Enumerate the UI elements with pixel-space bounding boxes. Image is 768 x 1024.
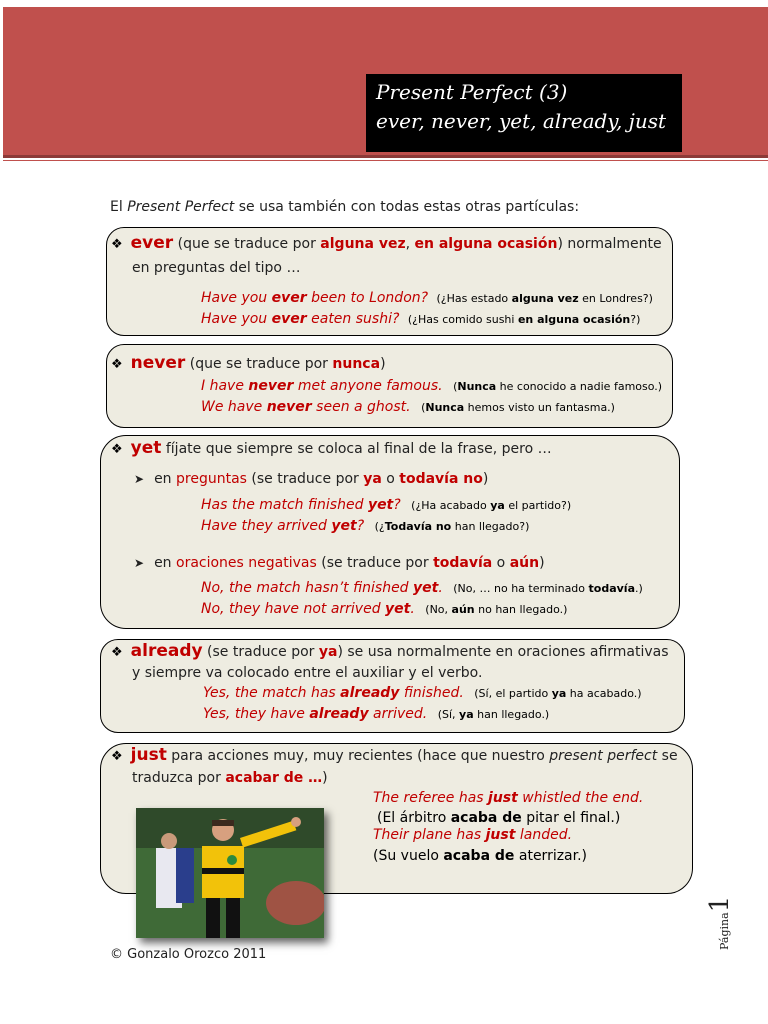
yet-n-example-1 (201, 580, 643, 596)
yet-qex1-b: yet (367, 497, 394, 513)
never-ex2-c: seen a ghost. (311, 399, 411, 415)
just-tr1-c: pitar el final.) (521, 810, 621, 826)
page-num: 1 (705, 895, 735, 913)
header-rule-thin (3, 160, 768, 161)
yet-n-t1: todavía (433, 555, 493, 571)
already-trans: ya (318, 644, 338, 660)
arrow-bullet-icon: ➤ (134, 472, 145, 486)
just-ex1-c: whistled the end. (517, 790, 644, 806)
ever-tr2-a: (¿Has comido sushi (407, 313, 518, 326)
yet-questions-line (134, 471, 488, 487)
yet-nex1-b: yet (413, 580, 439, 596)
header-rule (3, 155, 768, 158)
ever-comma: , (405, 236, 415, 252)
just-ex1-b: just (488, 790, 518, 806)
never-ex1-c: met anyone famous. (293, 378, 443, 394)
already-ex1-a: Yes, the match has (203, 685, 341, 701)
ever-trans-1: alguna vez (320, 236, 406, 252)
yet-ntr1-b: todavía (588, 582, 635, 595)
already-ex1-c: finished. (399, 685, 464, 701)
never-example-2 (201, 399, 615, 415)
ever-tr1-c: en Londres?) (578, 292, 653, 305)
never-ex1-a: I have (201, 378, 249, 394)
yet-n-pre: en (154, 555, 176, 571)
yet-q-example-1 (201, 497, 571, 513)
yet-qtr1-b: ya (490, 499, 505, 512)
yet-desc: fíjate que siempre se coloca al final de la frase, pero … (161, 441, 552, 457)
never-trans: nunca (332, 356, 381, 372)
yet-n-kw: oraciones negativas (176, 555, 317, 571)
never-desc-a: (que se traduce por (185, 356, 333, 372)
just-tr2-c: aterrizar.) (514, 848, 588, 864)
already-tr1-b: ya (551, 687, 567, 700)
ever-ex2-c: eaten sushi? (306, 311, 400, 327)
just-translation-1 (377, 810, 620, 826)
ever-tr1-a: (¿Has estado (436, 292, 512, 305)
yet-q-example-2 (201, 518, 529, 534)
already-ex2-a: Yes, they have (203, 706, 310, 722)
ever-example-1 (201, 290, 653, 306)
just-tr2-b: acaba de (443, 848, 515, 864)
just-translation-2 (373, 848, 587, 864)
yet-nex1-c: . (438, 580, 443, 596)
diamond-bullet-icon: ❖ (111, 645, 123, 660)
already-ex2-c: arrived. (368, 706, 428, 722)
never-desc-b: ) (380, 356, 386, 372)
just-line-1 (111, 745, 678, 765)
diamond-bullet-icon: ❖ (111, 749, 123, 764)
already-tr2-b: ya (459, 708, 474, 721)
just-line-2 (132, 770, 328, 786)
ever-tr2-c: ?) (630, 313, 641, 326)
just-line2-kw: acabar de … (225, 770, 323, 786)
page-word: Página (718, 912, 731, 950)
ever-line-2: en preguntas del tipo … (132, 260, 301, 276)
ever-ex1-a: Have you (201, 290, 272, 306)
yet-line-1 (111, 438, 552, 458)
yet-qtr2-a: (¿ (374, 520, 385, 533)
yet-n-t2: aún (509, 555, 540, 571)
yet-nex2-a: No, they have not arrived (201, 601, 386, 617)
diamond-bullet-icon: ❖ (111, 442, 123, 457)
intro-prefix: El (110, 199, 128, 215)
title-box (366, 74, 682, 152)
already-line-2: y siempre va colocado entre el auxiliar y el verbo. (132, 665, 483, 681)
never-keyword: never (130, 353, 186, 373)
ever-example-2 (201, 311, 640, 327)
just-desc-a: para acciones muy, muy recientes (hace que nuestro (166, 748, 550, 764)
ever-desc-b: ) normalmente (557, 236, 662, 252)
yet-n-a: (se traduce por (316, 555, 434, 571)
yet-n-o: o (492, 555, 510, 571)
yet-n-b: ) (539, 555, 545, 571)
yet-nex1-a: No, the match hasn’t finished (201, 580, 414, 596)
never-tr2-b: Nunca (425, 401, 465, 414)
already-example-2 (203, 706, 549, 722)
never-line-1 (111, 353, 386, 373)
already-example-1 (203, 685, 642, 701)
already-tr1-a: (Sí, el partido (474, 687, 552, 700)
just-example-1 (373, 790, 643, 806)
yet-ntr2-b: aún (451, 603, 475, 616)
already-tr2-c: han llegado.) (473, 708, 550, 721)
yet-q-o: o (381, 471, 400, 487)
yet-n-example-2 (201, 601, 567, 617)
diamond-bullet-icon: ❖ (111, 357, 123, 372)
ever-ex1-c: been to London? (306, 290, 429, 306)
already-tr2-a: (Sí, (437, 708, 460, 721)
yet-negatives-line (134, 555, 545, 571)
never-example-1 (201, 378, 662, 394)
ever-ex1-b: ever (271, 290, 307, 306)
just-line2-a: traduzca por (132, 770, 226, 786)
already-tr1-c: ha acabado.) (566, 687, 642, 700)
yet-qex2-c: ? (356, 518, 365, 534)
yet-nex2-c: . (410, 601, 415, 617)
just-ex2-b: just (485, 827, 516, 843)
yet-q-a: (se traduce por (246, 471, 364, 487)
intro-italic: Present Perfect (127, 199, 235, 215)
never-tr1-a: ( (453, 380, 458, 393)
referee-photo (136, 808, 324, 938)
already-keyword: already (130, 641, 203, 661)
already-desc-b: ) se usa normalmente en oraciones afirmativas (337, 644, 669, 660)
already-ex1-b: already (340, 685, 400, 701)
just-desc-italic: present perfect (549, 748, 658, 764)
referee-illustration (136, 808, 324, 938)
page-number (705, 890, 735, 950)
yet-nex2-b: yet (385, 601, 411, 617)
just-example-2 (373, 827, 572, 843)
just-ex2-a: Their plane has (373, 827, 486, 843)
just-ex1-a: The referee has (373, 790, 489, 806)
yet-qtr2-c: han llegado?) (451, 520, 530, 533)
just-tr1-b: acaba de (450, 810, 522, 826)
yet-q-kw: preguntas (176, 471, 247, 487)
yet-qex2-a: Have they arrived (201, 518, 332, 534)
ever-line-1 (111, 233, 662, 253)
just-keyword: just (130, 745, 167, 765)
yet-q-pre: en (154, 471, 176, 487)
copyright: © Gonzalo Orozco 2011 (110, 947, 267, 962)
diamond-bullet-icon: ❖ (111, 237, 123, 252)
never-tr2-c: hemos visto un fantasma.) (464, 401, 615, 414)
never-ex1-b: never (248, 378, 294, 394)
just-tr2-a: (Su vuelo (373, 848, 444, 864)
just-tr1-a: (El árbitro (377, 810, 451, 826)
yet-ntr2-a: (No, (425, 603, 452, 616)
yet-keyword: yet (130, 438, 162, 458)
yet-qex1-a: Has the match finished (201, 497, 368, 513)
already-desc-a: (se traduce por (202, 644, 319, 660)
just-line2-b: ) (322, 770, 328, 786)
ever-desc-a: (que se traduce por (173, 236, 321, 252)
ever-ex2-a: Have you (201, 311, 272, 327)
ever-trans-2: en alguna ocasión (414, 236, 558, 252)
yet-q-t2: todavía no (399, 471, 483, 487)
ever-ex2-b: ever (271, 311, 307, 327)
ever-tr1-b: alguna vez (511, 292, 579, 305)
yet-qtr1-c: el partido?) (504, 499, 572, 512)
yet-q-b: ) (482, 471, 489, 487)
never-tr1-b: Nunca (457, 380, 497, 393)
never-ex2-b: never (266, 399, 312, 415)
yet-q-t1: ya (363, 471, 382, 487)
title-line-2: ever, never, yet, already, just (376, 109, 667, 133)
intro-text (110, 199, 579, 215)
yet-ntr2-c: no han llegado.) (474, 603, 568, 616)
never-ex2-a: We have (201, 399, 267, 415)
never-tr2-a: ( (421, 401, 426, 414)
arrow-bullet-icon: ➤ (134, 556, 145, 570)
title-line-1: Present Perfect (3) (376, 80, 568, 104)
intro-suffix: se usa también con todas estas otras partículas: (234, 199, 580, 215)
ever-keyword: ever (130, 233, 174, 253)
yet-qex1-c: ? (393, 497, 401, 513)
already-line-1 (111, 641, 669, 661)
yet-ntr1-c: .) (635, 582, 643, 595)
ever-tr2-b: en alguna ocasión (517, 313, 631, 326)
already-ex2-b: already (309, 706, 369, 722)
just-ex2-c: landed. (515, 827, 573, 843)
yet-ntr1-a: (No, … no ha terminado (453, 582, 589, 595)
never-tr1-c: he conocido a nadie famoso.) (496, 380, 663, 393)
yet-qtr1-a: (¿Ha acabado (411, 499, 491, 512)
yet-qex2-b: yet (331, 518, 357, 534)
just-desc-b: se (657, 748, 678, 764)
yet-qtr2-b: Todavía no (384, 520, 452, 533)
